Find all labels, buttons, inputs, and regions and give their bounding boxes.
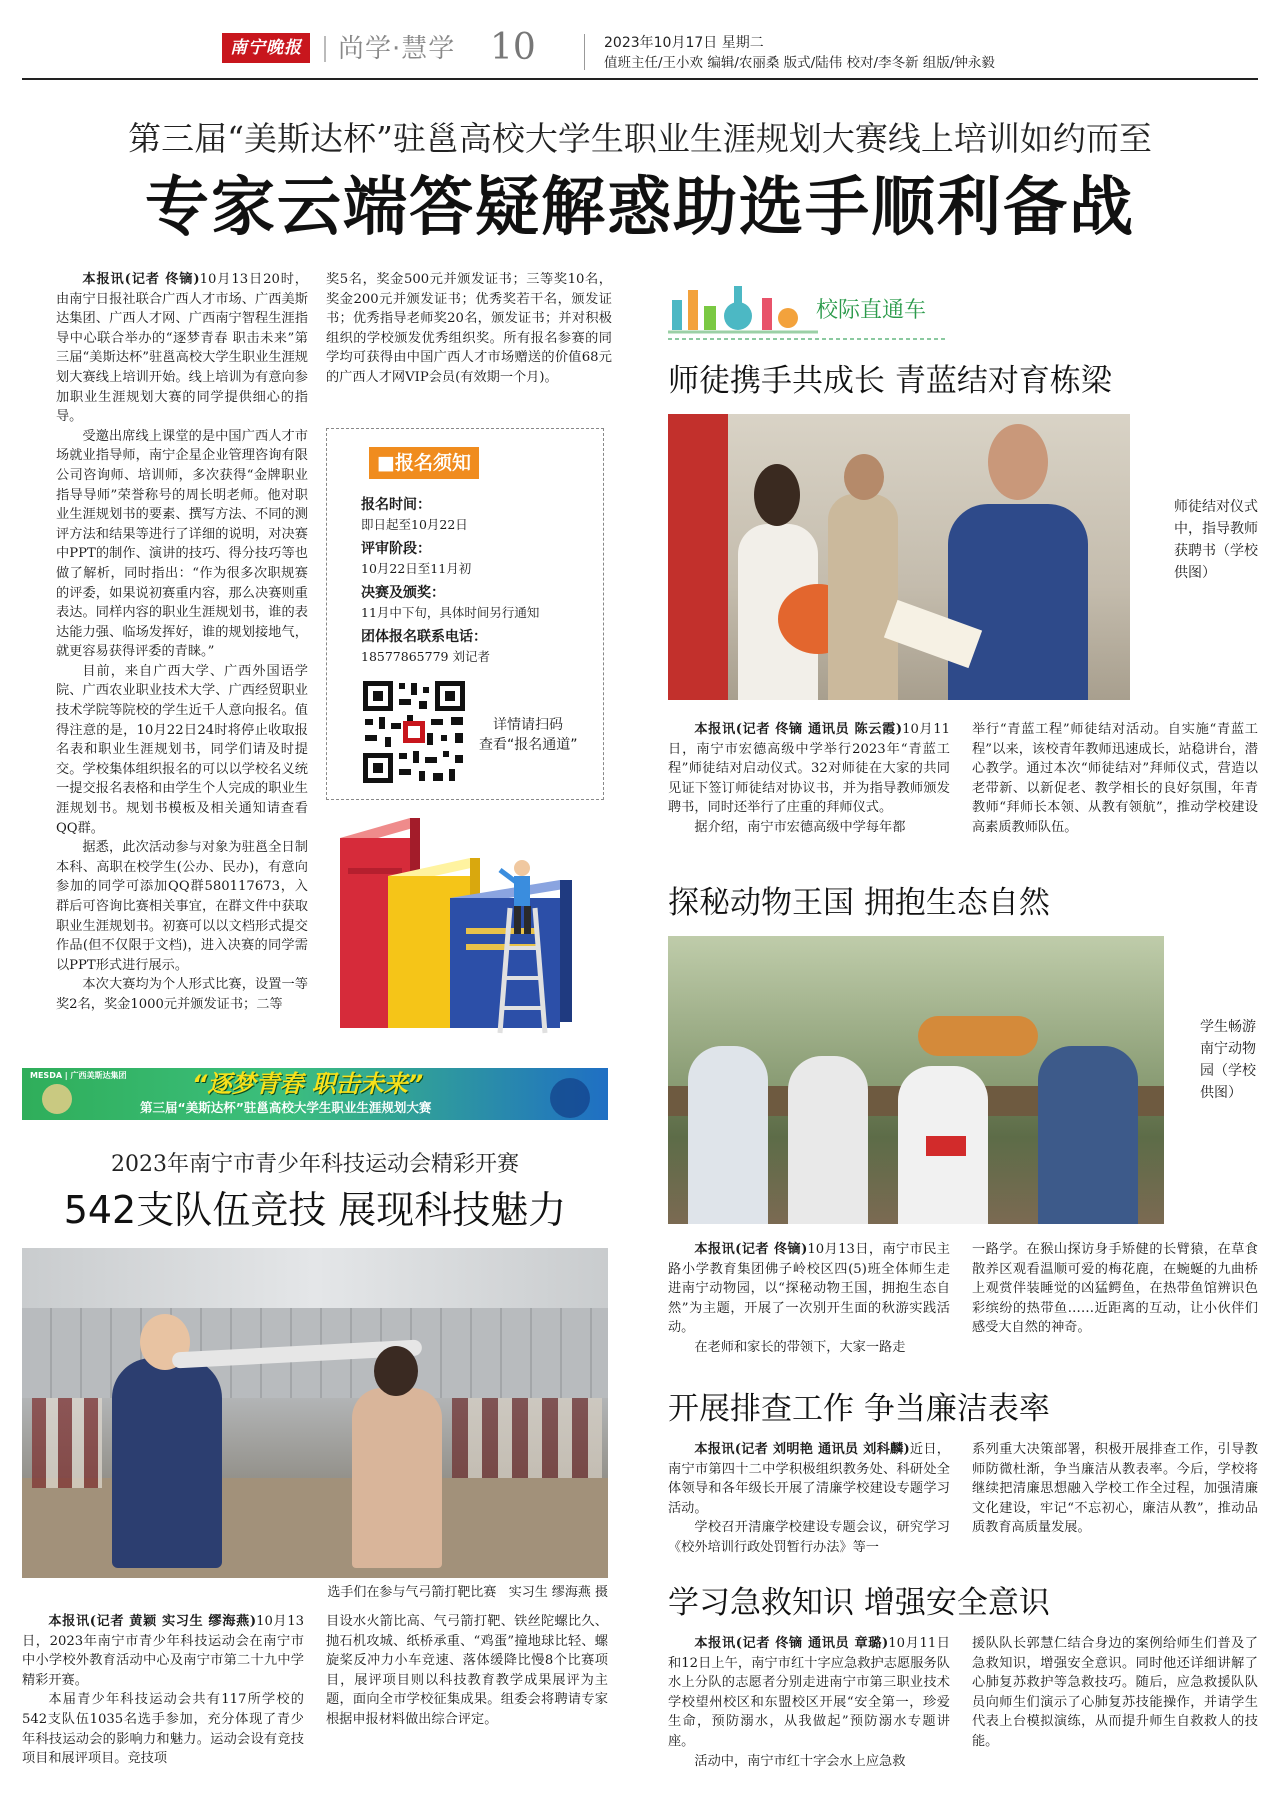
photo-person-teacher xyxy=(352,1388,442,1568)
paragraph: 本届青少年科技运动会共有117所学校的542支队伍1035名选手参加，充分体现了青少年科技运动会的影响力和魅力。运动会设有竞技项目和展评项目。竞技项 xyxy=(22,1692,304,1767)
photo-man-right-head xyxy=(988,424,1048,500)
photo-floor xyxy=(22,1478,608,1578)
lead-article-col1 xyxy=(56,270,308,1015)
paragraph: 受邀出席线上课堂的是中国广西人才市场就业指导师，南宁企星企业管理咨询有限公司咨询师、培训师，多次获得“金牌职业指导导师”荣誉称号的周长明老师。他对职业生涯规划书的要素、撰写方法、不同的测评方法和结果等进行了详细的说明，对决赛中PPT的制作、演讲的技巧、得分技巧等也做了解析，同时指出：“作为很多次职规赛的评委，如果说初赛重内容，那么决赛则重表达。同样内容的职业生涯规划书，谁的表达能力强、临场发挥好，谁的规划接地气，就更容易获得评委的青睐。” xyxy=(56,428,308,660)
photo-student xyxy=(788,1056,868,1224)
mentor-headline: 师徒携手共成长 青蓝结对育栋梁 xyxy=(668,363,1112,399)
page-number: 10 xyxy=(490,27,536,68)
tech-article-col1 xyxy=(22,1612,304,1769)
photo-crowd xyxy=(452,1398,602,1478)
paragraph: 奖5名，奖金500元并颁发证书；三等奖10名，奖金200元并颁发证书；优秀奖若干名，颁发证书；优秀指导老师奖20名，颁发证书；并对积极组织的学校颁发优秀组织奖。所有报名参赛的同学均可获得由中国广西人才市场赠送的价值68元的广西人才网VIP会员(有效期一个月)。 xyxy=(326,272,612,385)
qr-hint: 详情请扫码 查看“报名通道” xyxy=(479,717,578,753)
paragraph: 目设水火箭比高、气弓箭打靶、铁丝陀螺比久、抛石机攻城、纸桥承重、“鸡蛋”撞地球比轻、螺旋桨反冲力小车竞速、落体缓降比慢8个比赛项目，展评项目则以科技教育教学成果展评为主题，面向全市学校征集成果。组委会将聘请专家根据申报材料做出综合评定。 xyxy=(326,1614,608,1727)
integrity-headline: 开展排查工作 争当廉洁表率 xyxy=(668,1391,1050,1427)
newspaper-logo: 南宁晚报 xyxy=(222,33,310,63)
section-name: 尚学·慧学 xyxy=(338,34,456,64)
photo-tiger xyxy=(918,1016,1038,1056)
mentor-photo-caption: 师徒结对仪式中，指导教师获聘书（学校供图） xyxy=(1174,499,1258,581)
books-illustration xyxy=(330,808,600,1038)
lead-headline: 专家云端答疑解惑助选手顺利备战 xyxy=(145,170,1135,245)
paragraph: 本报讯(记者 黄颖 实习生 缪海燕)10月13日，2023年南宁市青少年科技运动会在南宁市中小学校外教育活动中心及南宁市第二十九中学精彩开赛。 xyxy=(22,1614,304,1688)
photo-crowd xyxy=(32,1398,102,1488)
firstaid-headline: 学习急救知识 增强安全意识 xyxy=(668,1585,1050,1621)
paragraph: 系列重大决策部署，积极开展排查工作，引导教师防微杜渐，争当廉洁从教表率。今后，学校将继续把清廉思想融入学校工作全过程，加强清廉文化建设，牢记“不忘初心，廉洁从教”，推动品质教育高质量发展。 xyxy=(972,1442,1258,1536)
paragraph: 一路学。在猴山探访身手矫健的长臂猿，在草食散养区观看温顺可爱的梅花鹿，在蜿蜒的九曲桥上观赏伴装睡觉的凶猛鳄鱼，在热带鱼馆辨识色彩缤纷的热带鱼……近距离的互动，让小伙伴们感受大自然的神奇。 xyxy=(972,1242,1258,1336)
notice-items xyxy=(361,495,601,671)
paragraph: 目前，来自广西大学、广西外国语学院、广西农业职业技术大学、广西经贸职业技术学院等院校的学生近千人意向报名。值得注意的是，10月22日24时将停止收取报名表和职业生涯规划书，同学们请及时提交。学校集体组织报名的可以以学校名义统一提交报名表格和由学生个人完成的职业生涯规划书。规划书模板及相关通知请查看QQ群。 xyxy=(56,663,308,836)
photo-teacher-woman-head xyxy=(754,464,800,526)
mentor-photo xyxy=(668,414,1130,700)
notice-item: 报名时间： 即日起至10月22日 xyxy=(361,497,468,532)
photo-man-center-head xyxy=(844,454,884,500)
photo-student xyxy=(688,1046,768,1224)
photo-man-right xyxy=(948,504,1088,700)
tech-kicker: 2023年南宁市青少年科技运动会精彩开赛 xyxy=(111,1152,519,1177)
paragraph: 据介绍，南宁市宏德高级中学每年都 xyxy=(694,819,906,835)
firstaid-col2 xyxy=(972,1634,1258,1752)
photo-person-boy xyxy=(112,1358,222,1568)
paragraph: 援队队长郭慧仁结合身边的案例给师生们普及了急救知识，增强安全意识。同时他还详细讲解了心肺复苏救护等急救技巧。随后，应急救援队队员向师生们演示了心肺复苏技能操作，并请学生代表上台模拟演练，从而提升师生自救救人的技能。 xyxy=(972,1636,1258,1749)
paragraph: 本次大赛均为个人形式比赛，设置一等奖2名，奖金1000元并颁发证书；二等 xyxy=(56,977,308,1012)
firstaid-col1 xyxy=(668,1634,950,1771)
header-divider xyxy=(584,34,585,70)
banner-subtitle: 第三届“美斯达杯”驻邕高校大学生职业生涯规划大赛 xyxy=(140,1100,432,1115)
books-graphic xyxy=(330,808,600,1038)
tech-photo-caption: 选手们在参与气弓箭打靶比赛 实习生 缪海燕 摄 xyxy=(327,1585,608,1600)
masthead-rule xyxy=(22,78,1258,80)
zoo-col1 xyxy=(668,1240,950,1358)
tech-photo xyxy=(22,1248,608,1578)
paragraph: 学校召开清廉学校建设专题会议，研究学习《校外培训行政处罚暂行办法》等一 xyxy=(668,1520,950,1555)
notice-item: 评审阶段： 10月22日至11月初 xyxy=(361,541,472,576)
zoo-photo xyxy=(668,936,1164,1224)
lead-article-col2 xyxy=(326,270,612,388)
banner-slogan: “逐梦青春 职击未来” xyxy=(192,1070,424,1098)
tech-headline: 542支队伍竞技 展现科技魅力 xyxy=(63,1188,567,1232)
mentor-col1 xyxy=(668,720,950,838)
photo-student xyxy=(1038,1046,1138,1224)
zoo-col2 xyxy=(972,1240,1258,1338)
contest-banner[interactable] xyxy=(22,1068,608,1120)
banner-brand: MESDA | 广西美斯达集团 xyxy=(30,1071,127,1080)
integrity-col1 xyxy=(668,1440,950,1558)
photo-ceiling xyxy=(22,1248,608,1308)
paragraph: 在老师和家长的带领下，大家一路走 xyxy=(694,1339,906,1355)
logo-divider xyxy=(324,36,326,62)
notice-item: 决赛及颁奖： 11月中下旬，具体时间另行通知 xyxy=(361,585,540,620)
lead-kicker: 第三届“美斯达杯”驻邕高校大学生职业生涯规划大赛线上培训如约而至 xyxy=(128,119,1152,158)
qr-code-graphic xyxy=(361,679,467,785)
banner-figure xyxy=(42,1084,72,1114)
column-header-underline xyxy=(668,338,948,340)
masthead xyxy=(0,0,1280,82)
mentor-col2 xyxy=(972,720,1258,838)
zoo-headline: 探秘动物王国 拥抱生态自然 xyxy=(668,885,1050,921)
paragraph: 本报讯(记者 佟镝 通讯员 章璐)10月11日和12日上午，南宁市红十字应急救护志愿服务队水上分队的志愿者分别走进南宁市第三职业技术学校望州校区和东盟校区开展“安全第一，珍爱生命，预防溺水，从我做起”预防溺水专题讲座。 xyxy=(668,1636,950,1749)
staff-credits: 值班主任/王小欢 编辑/农丽桑 版式/陆伟 校对/李冬新 组版/钟永毅 xyxy=(604,55,995,71)
photo-man-center xyxy=(828,494,898,700)
photo-red-banner xyxy=(668,414,728,700)
paragraph: 本报讯(记者 佟镝)10月13日，南宁市民主路小学教育集团佛子岭校区四(5)班全体师生走进南宁动物园，以“探秘动物王国，拥抱生态自然”为主题，开展了一次别开生面的秋游实践活动。 xyxy=(668,1242,950,1336)
notice-item: 团体报名联系电话： 18577865779 刘记者 xyxy=(361,629,490,664)
column-header xyxy=(668,276,1068,340)
qr-code[interactable] xyxy=(361,679,467,785)
paragraph: 活动中，南宁市红十字会水上应急救 xyxy=(694,1753,906,1769)
column-header-title: 校际直通车 xyxy=(816,298,927,323)
paragraph: 据悉，此次活动参与对象为驻邕全日制本科、高职在校学生(公办、民办)，有意向参加的同学可添加QQ群580117673，入群后可咨询比赛相关事宜，在群文件中获取职业生涯规划书。初赛可以以文档形式提交作品(但不仅限于文档)，进入决赛的同学需以PPT形式进行展示。 xyxy=(56,840,308,973)
photo-red-scarf xyxy=(926,1136,966,1156)
tech-article-col2 xyxy=(326,1612,608,1730)
notice-box xyxy=(326,428,604,800)
issue-date: 2023年10月17日 星期二 xyxy=(604,35,764,51)
paragraph: 本报讯(记者 佟镝 通讯员 陈云霞)10月11日，南宁市宏德高级中学举行2023年“青蓝工程”师徒结对启动仪式。32对师徒在大家的共同见证下签订师徒结对协议书，并为指导教师颁发聘书，同时还举行了庄重的拜师仪式。 xyxy=(668,722,950,816)
zoo-photo-caption: 学生畅游南宁动物园（学校供图） xyxy=(1200,1019,1256,1101)
paragraph: 本报讯(记者 佟镝)10月13日20时，由南宁日报社联合广西人才市场、广西美斯达集团、广西人才网、广西南宁智程生涯指导中心联合举办的“逐梦青春 职击未来”第三届“美斯达杯”驻邕高校大学生职业生涯规划大赛线上培训开始。线上培训为有意向参加职业生涯规划大赛的同学提供细心的指导。 xyxy=(56,272,308,425)
integrity-col2 xyxy=(972,1440,1258,1538)
banner-figure xyxy=(550,1078,590,1118)
photo-person-teacher-head xyxy=(374,1346,418,1396)
lab-glassware-icon xyxy=(668,276,818,336)
paragraph: 本报讯(记者 刘明艳 通讯员 刘科麟)近日，南宁市第四十二中学积极组织教务处、科研处全体领导和各年级长开展了清廉学校建设专题学习活动。 xyxy=(668,1442,950,1516)
notice-title: ■报名须知 xyxy=(369,447,479,479)
paragraph: 举行“青蓝工程”师徒结对活动。自实施“青蓝工程”以来，该校青年教师迅速成长，站稳讲台，潜心教学。通过本次“师徒结对”拜师仪式，营造以老带新、以新促老、教学相长的良好氛围，年青教师“拜师长本领、从教有领航”，推动学校建设高素质教师队伍。 xyxy=(972,722,1258,835)
